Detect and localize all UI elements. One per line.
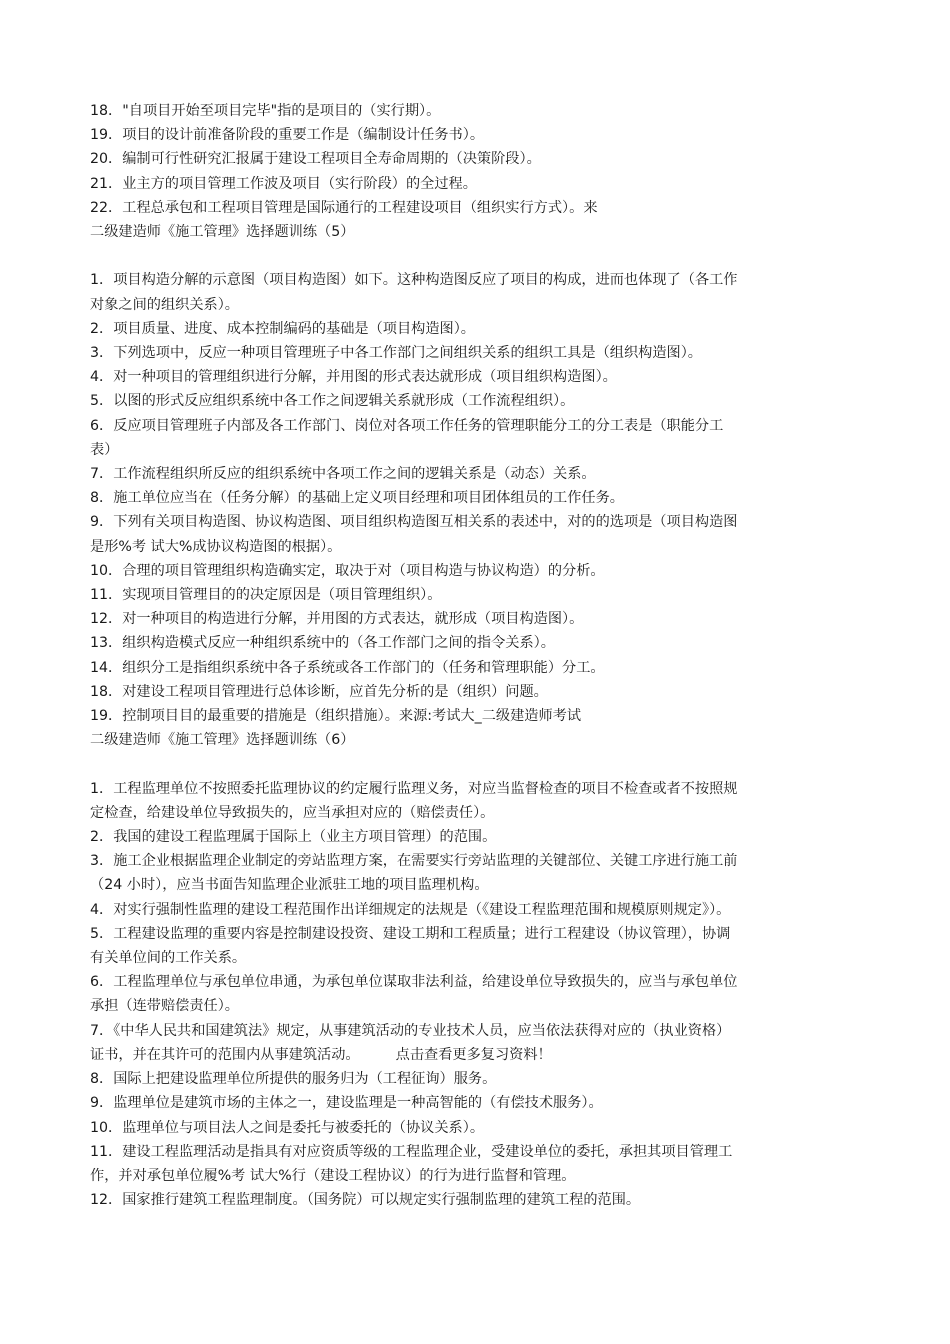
text-line: 6．工程监理单位与承包单位串通，为承包单位谋取非法利益，给建设单位导致损失的，应当与承包单位 [90, 974, 738, 991]
text-line: 1．项目构造分解的示意图（项目构造图）如下。这种构造图反应了项目的构成，进而也体现了（各工作 [90, 272, 738, 289]
text-line: 是形%考 试大%成协议构造图的根据）。 [90, 538, 342, 555]
text-line: 对象之间的组织关系）。 [90, 296, 239, 313]
section-heading: 二级建造师《施工管理》选择题训练（6） [90, 732, 355, 749]
text-line: （24 小时），应当书面告知监理企业派驻工地的项目监理机构。 [90, 877, 489, 894]
text-line: 承担（连带赔偿责任）。 [90, 998, 239, 1015]
text-line: 19．控制项目目的最重要的措施是（组织措施）。来源:考试大_二级建造师考试 [90, 708, 582, 725]
text-line: 12．对一种项目的构造进行分解，并用图的方式表达，就形成（项目构造图）。 [90, 611, 584, 628]
text-line: 11．建设工程监理活动是指具有对应资质等级的工程监理企业，受建设单位的委托，承担其项目管理工 [90, 1143, 733, 1160]
text-line: 3．下列选项中，反应一种项目管理班子中各工作部门之间组织关系的组织工具是（组织构造图）。 [90, 345, 702, 362]
text-line: 9．下列有关项目构造图、协议构造图、项目组织构造图互相关系的表述中，对的的选项是（项目构造图 [90, 514, 738, 531]
text-line: 20．编制可行性研究汇报属于建设工程项目全寿命周期的（决策阶段）。 [90, 151, 541, 168]
text-line: 12．国家推行建筑工程监理制度。（国务院）可以规定实行强制监理的建筑工程的范围。 [90, 1192, 641, 1209]
text-line: 6．反应项目管理班子内部及各工作部门、岗位对各项工作任务的管理职能分工的分工表是（职能分工 [90, 417, 724, 434]
text-line: 8．施工单位应当在（任务分解）的基础上定义项目经理和项目团体组员的工作任务。 [90, 490, 624, 507]
blank-line [90, 752, 865, 776]
text-line: 4．对一种项目的管理组织进行分解，并用图的形式表达就形成（项目组织构造图）。 [90, 369, 617, 386]
text-line: 18．"自项目开始至项目完毕"指的是项目的（实行期）。 [90, 103, 441, 119]
text-line: 2．项目质量、进度、成本控制编码的基础是（项目构造图）。 [90, 320, 475, 337]
section-heading: 二级建造师《施工管理》选择题训练（5） [90, 224, 355, 241]
text-line: 7．工作流程组织所反应的组织系统中各项工作之间的逻辑关系是（动态）关系。 [90, 466, 596, 483]
text-line: 5．以图的形式反应组织系统中各工作之间逻辑关系就形成（工作流程组织）。 [90, 393, 575, 410]
text-line: 7．《中华人民共和国建筑法》规定，从事建筑活动的专业技术人员，应当依法获得对应的（执业资格） [90, 1022, 731, 1039]
text-line: 10．监理单位与项目法人之间是委托与被委托的（协议关系）。 [90, 1119, 485, 1136]
text-line: 8．国际上把建设监理单位所提供的服务归为（工程征询）服务。 [90, 1071, 497, 1088]
text-line: 21．业主方的项目管理工作波及项目（实行阶段）的全过程。 [90, 175, 477, 192]
text-line: 有关单位间的工作关系。 [90, 950, 247, 967]
document-body [90, 99, 865, 1212]
text-line: 13．组织构造模式反应一种组织系统中的（各工作部门之间的指令关系）。 [90, 635, 555, 652]
text-line: 1．工程监理单位不按照委托监理协议的约定履行监理义务，对应当监督检查的项目不检查或者不按照规 [90, 780, 738, 797]
text-line: 5．工程建设监理的重要内容是控制建设投资、建设工期和工程质量；进行工程建设（协议管理），协调 [90, 925, 731, 942]
text-line: 作，并对承包单位履%考 试大%行（建设工程协议）的行为进行监督和管理。 [90, 1167, 576, 1184]
text-line: 表） [90, 441, 119, 458]
text-line: 3．施工企业根据监理企业制定的旁站监理方案，在需要实行旁站监理的关键部位、关键工序进行施工前 [90, 853, 738, 870]
text-line: 证书，并在其许可的范围内从事建筑活动。 点击查看更多复习资料！ [90, 1046, 552, 1063]
text-line: 9．监理单位是建筑市场的主体之一，建设监理是一种高智能的（有偿技术服务）。 [90, 1095, 603, 1112]
text-line: 19．项目的设计前准备阶段的重要工作是（编制设计任务书）。 [90, 127, 485, 144]
text-line: 10．合理的项目管理组织构造确实定，取决于对（项目构造与协议构造）的分析。 [90, 562, 605, 579]
text-line: 定检查，给建设单位导致损失的，应当承担对应的（赔偿责任）。 [90, 804, 495, 821]
text-line: 4．对实行强制性监理的建设工程范围作出详细规定的法规是（《建设工程监理范围和规模原则规定》）。 [90, 901, 731, 918]
text-line: 18．对建设工程项目管理进行总体诊断，应首先分析的是（组织）问题。 [90, 683, 548, 700]
blank-line [90, 244, 865, 268]
text-line: 11．实现项目管理目的的决定原因是（项目管理组织）。 [90, 587, 442, 604]
text-line: 22．工程总承包和工程项目管理是国际通行的工程建设项目（组织实行方式）。来 [90, 199, 598, 216]
text-line: 2．我国的建设工程监理属于国际上（业主方项目管理）的范围。 [90, 829, 497, 846]
text-line: 14．组织分工是指组织系统中各子系统或各工作部门的（任务和管理职能）分工。 [90, 659, 605, 676]
